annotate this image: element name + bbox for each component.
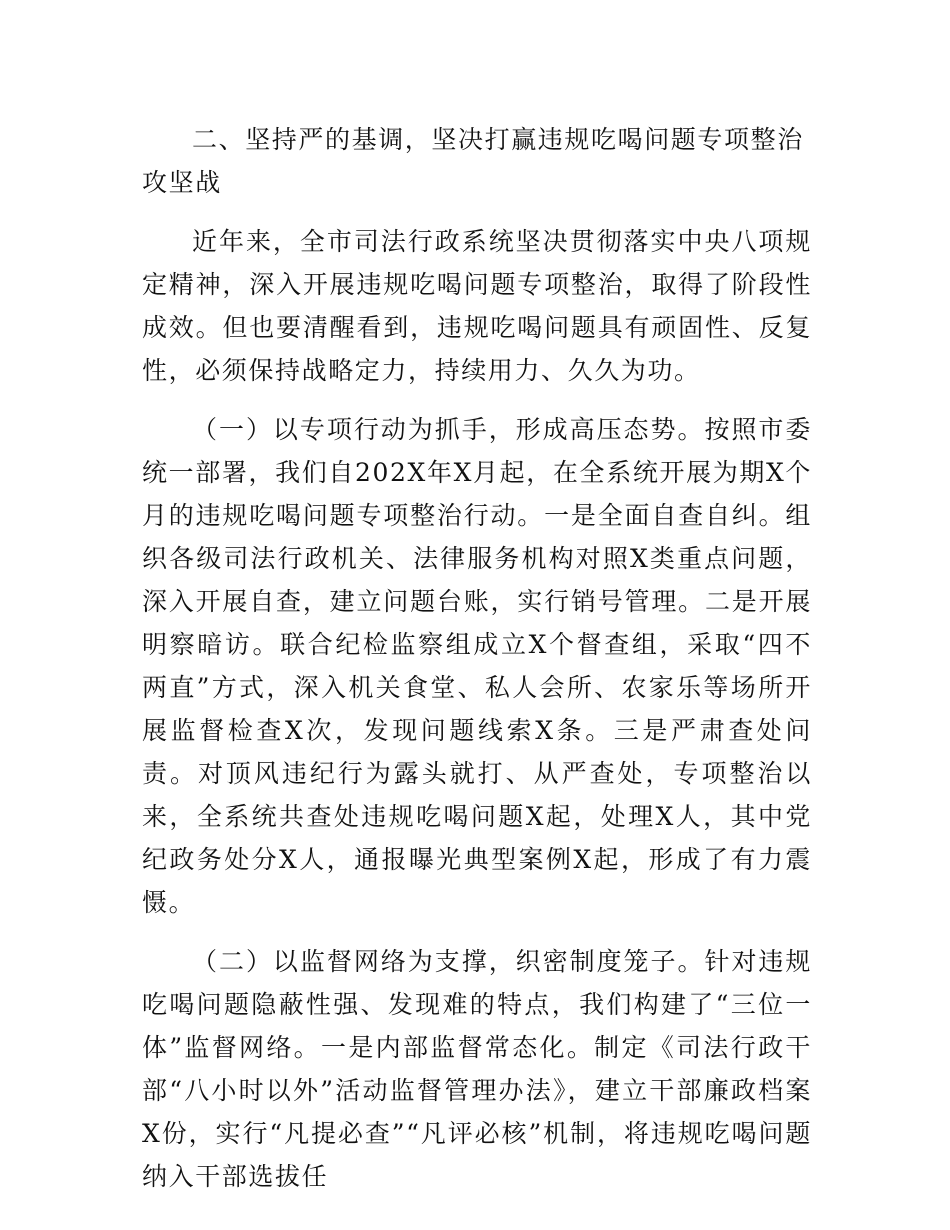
paragraph-special-action: （一）以专项行动为抓手，形成高压态势。按照市委统一部署，我们自202X年X月起，在全系统开展为期X个月的违规吃喝问题专项整治行动。一是全面自查自纠。组织各级司法行政机关、法律服务机构对照X类重点问题，深入开展自查，建立问题台账，实行销号管理。二是开展明察暗访。联合纪检监察组成立X个督查组，采取“四不两直”方式，深入机关食堂、私人会所、农家乐等场所开展监督检查X次，发现问题线索X条。三是严肃查处问责。对顶风违纪行为露头就打、从严查处，专项整治以来，全系统共查处违规吃喝问题X起，处理X人，其中党纪政务处分X人，通报曝光典型案例X起，形成了有力震慑。 xyxy=(142,415,812,917)
section-heading: 二、坚持严的基调，坚决打赢违规吃喝问题专项整治攻坚战 xyxy=(142,125,804,197)
paragraph-supervision-network: （二）以监督网络为支撑，织密制度笼子。针对违规吃喝问题隐蔽性强、发现难的特点，我们构建了“三位一体”监督网络。一是内部监督常态化。制定《司法行政干部“八小时以外”活动监督管理办法》，建立干部廉政档案X份，实行“凡提必查”“凡评必核”机制，将违规吃喝问题纳入干部选拔任 xyxy=(142,947,812,1191)
document-body xyxy=(142,118,812,1214)
paragraph-intro: 近年来，全市司法行政系统坚决贯彻落实中央八项规定精神，深入开展违规吃喝问题专项整治，取得了阶段性成效。但也要清醒看到，违规吃喝问题具有顽固性、反复性，必须保持战略定力，持续用力、久久为功。 xyxy=(142,227,812,385)
